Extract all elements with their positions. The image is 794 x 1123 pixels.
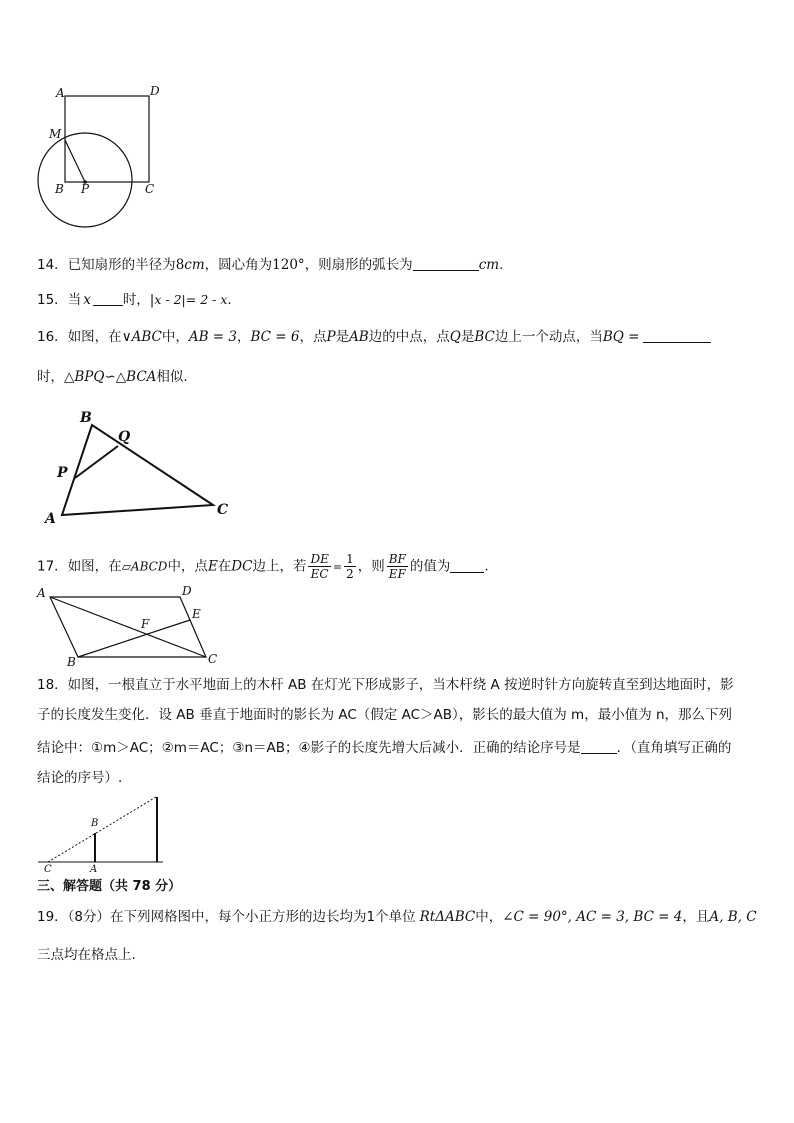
- question-number: 16．: [37, 329, 68, 345]
- variable: AB: [349, 329, 369, 345]
- equation: AB = 3: [188, 329, 237, 345]
- equation: BQ =: [602, 329, 640, 345]
- text: 19．（8分）在下列网格图中，每个小正方形的边长均为1个单位: [37, 909, 416, 925]
- equation: x - 2|= 2 - x: [154, 292, 228, 307]
- numerator: 1: [346, 552, 354, 566]
- text: .: [484, 558, 489, 575]
- text: ，圆心角为: [204, 257, 273, 273]
- variable: DC: [231, 558, 253, 575]
- variable: E: [207, 558, 218, 575]
- text: 18．如图，一根直立于水平地面上的木杆 AB 在灯光下形成影子，当木杆绕 A 按逆时针方向旋转直至到达地面时，影: [37, 677, 734, 693]
- text: 时，: [37, 369, 64, 385]
- text: 相似.: [156, 369, 188, 385]
- text: 中，: [475, 909, 503, 925]
- question-19-line1: [37, 907, 757, 927]
- numerator: BF: [388, 552, 406, 566]
- text: ．（直角填写正确的: [616, 740, 732, 756]
- numerator: DE: [310, 552, 329, 566]
- variable: x: [83, 292, 91, 308]
- point-label-a: A: [90, 864, 98, 875]
- denominator: EC: [310, 567, 329, 581]
- question-number: 15．: [37, 292, 68, 308]
- text: 的值为: [409, 558, 451, 575]
- radius-value: 8: [175, 257, 185, 273]
- point-label-c: C: [217, 502, 229, 518]
- section-heading: [37, 877, 181, 897]
- similarity-statement: △BPQ∽△BCA: [64, 369, 157, 385]
- text: 当: [67, 292, 82, 308]
- text: 是: [460, 329, 475, 345]
- text: 中，点: [167, 558, 208, 575]
- question-number: 14．: [37, 257, 68, 273]
- unit: cm: [184, 257, 205, 273]
- text: 边上，若: [252, 558, 307, 575]
- text: ，则扇形的弧长为: [304, 257, 413, 273]
- triangle-symbol: RtΔABC: [419, 909, 476, 925]
- text: 结论中：①m＞AC；②m＝AC；③n＝AB；④影子的长度先增大后减小．正确的结论序号是: [37, 740, 581, 756]
- point-label-m: M: [49, 127, 62, 141]
- text: .: [227, 292, 232, 308]
- denominator: EF: [388, 567, 406, 581]
- text: 如图，在: [67, 329, 122, 345]
- conditions: ∠C = 90°, AC = 3, BC = 4: [502, 909, 683, 925]
- points: A, B, C: [709, 909, 757, 925]
- variable: P: [326, 329, 336, 345]
- question-number: 17．: [37, 558, 68, 575]
- denominator: 2: [346, 567, 354, 581]
- parallelogram-symbol: ▱ABCD: [121, 559, 168, 574]
- point-label-e: E: [192, 607, 201, 621]
- text: 边上一个动点，当: [494, 329, 603, 345]
- text: ，: [236, 329, 251, 345]
- text: 子的长度发生变化．设 AB 垂直于地面时的影长为 AC（假定 AC＞AB），影长的最大值为 m，最小值为 n，那么下列: [37, 707, 733, 723]
- text: ，则: [357, 558, 385, 575]
- point-label-p: P: [81, 182, 90, 196]
- point-label-b: B: [67, 655, 76, 669]
- point-label-p: P: [57, 465, 68, 481]
- angle-value: 120°: [272, 257, 305, 273]
- text: ，且: [682, 909, 710, 925]
- text: 中，: [161, 329, 189, 345]
- text: 三点均在格点上.: [37, 947, 136, 963]
- point-label-b: B: [55, 182, 64, 196]
- text: ，点: [299, 329, 327, 345]
- text: 在: [217, 558, 232, 575]
- question-19-line2: [37, 945, 136, 965]
- text: .: [499, 257, 504, 273]
- text: 时，|: [122, 292, 155, 308]
- point-label-c: C: [44, 864, 52, 875]
- text: 已知扇形的半径为: [67, 257, 176, 273]
- point-label-a: A: [56, 86, 65, 100]
- point-label-c: C: [208, 652, 218, 666]
- point-label-a: A: [45, 511, 56, 527]
- text: 是: [335, 329, 350, 345]
- point-label-b: B: [80, 410, 92, 426]
- text: 边的中点，点: [368, 329, 450, 345]
- section-title: 三、解答题（共 78 分）: [37, 879, 182, 894]
- text: 如图，在: [67, 558, 122, 575]
- variable: BC: [474, 329, 495, 345]
- unit: cm: [478, 257, 500, 273]
- variable: Q: [449, 329, 461, 345]
- point-label-f: F: [141, 617, 150, 631]
- point-label-c: C: [145, 182, 155, 196]
- point-label-b: B: [91, 818, 99, 829]
- equation: BC = 6: [250, 329, 300, 345]
- point-label-d: D: [150, 84, 160, 98]
- point-label-q: Q: [118, 429, 131, 445]
- point-label-d: D: [182, 584, 192, 598]
- text: 结论的序号）.: [37, 770, 123, 786]
- equals: =: [332, 560, 343, 574]
- point-label-a: A: [37, 586, 46, 600]
- triangle-symbol: ∨ABC: [121, 329, 162, 345]
